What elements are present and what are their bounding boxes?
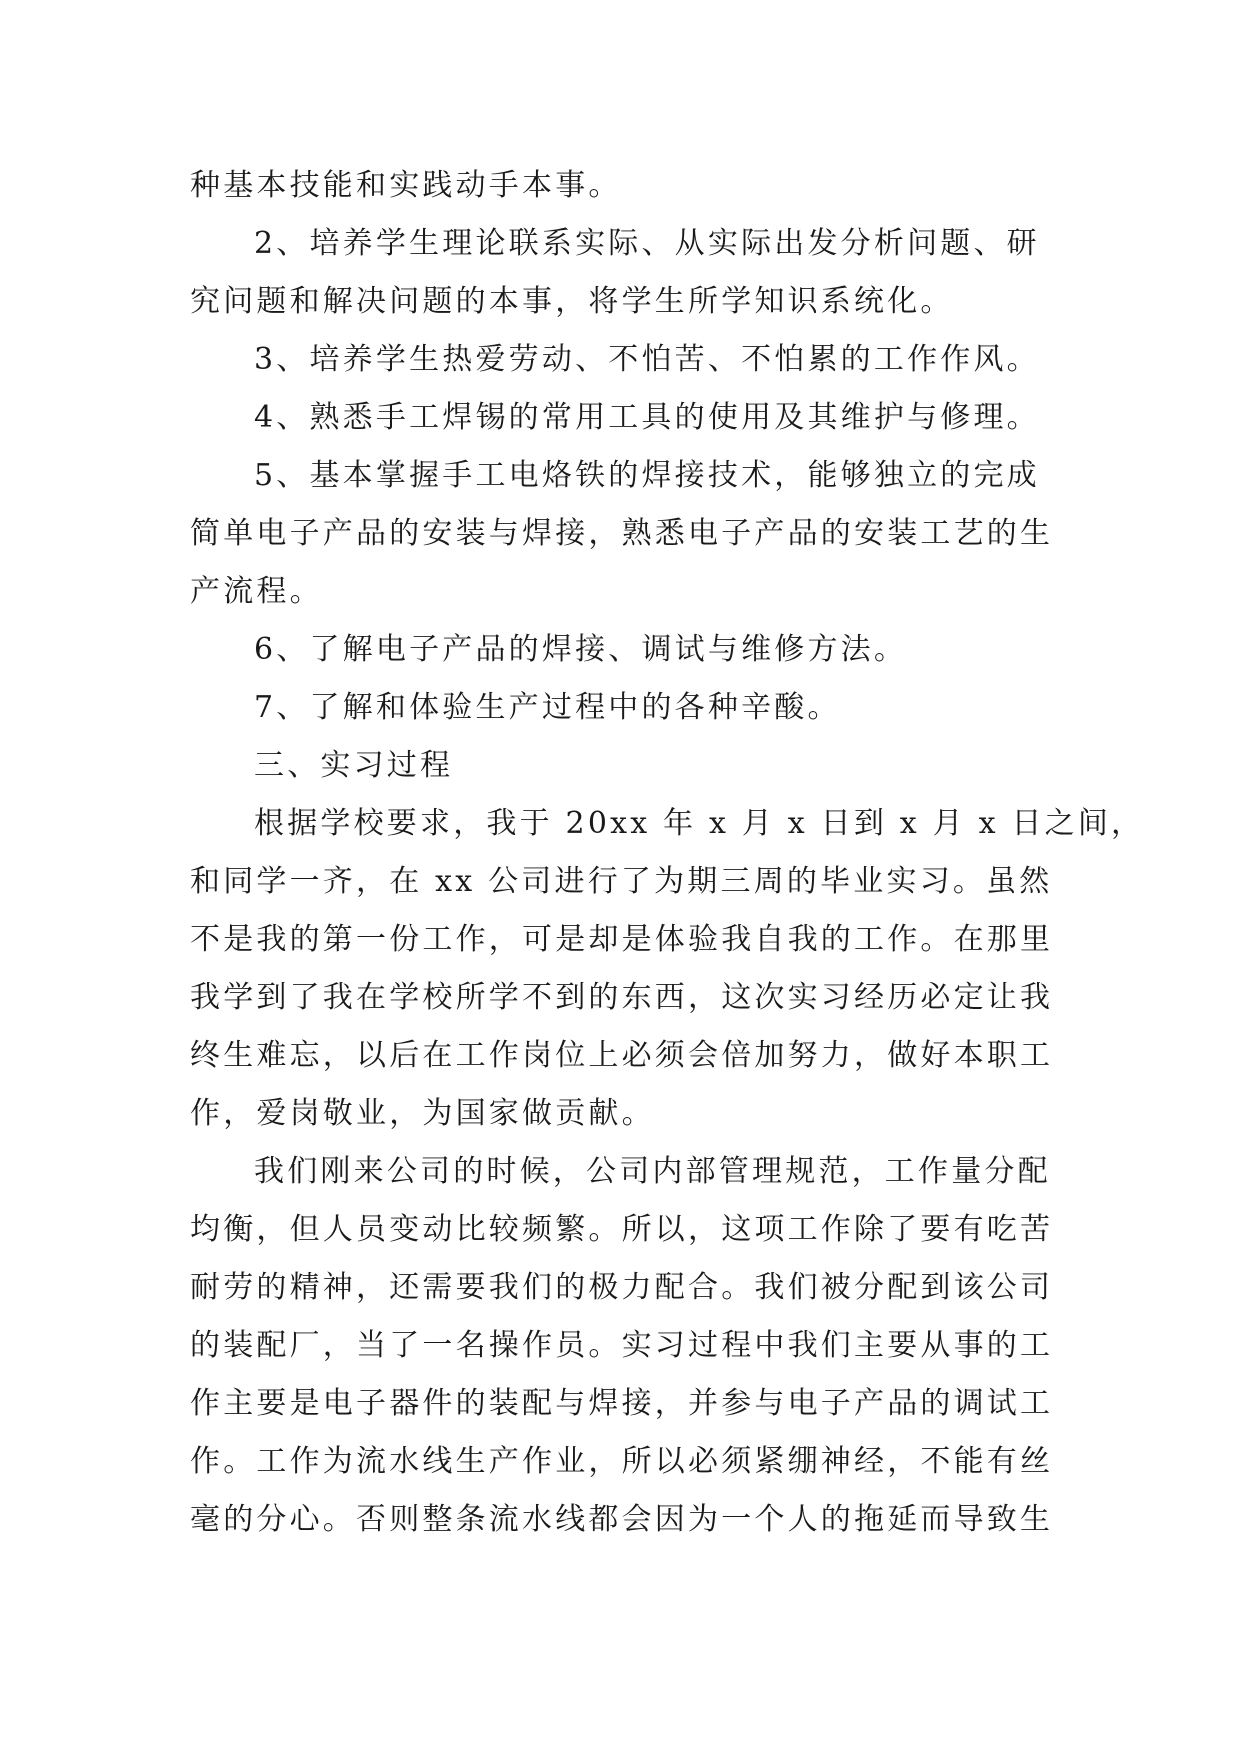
text-line: 2、培养学生理论联系实际、从实际出发分析问题、研 (254, 226, 1040, 261)
paragraph (190, 447, 1054, 621)
section-heading-text: 三、实习过程 (254, 748, 454, 783)
paragraph (190, 795, 1145, 1143)
text-line: 作。工作为流水线生产作业，所以必须紧绷神经，不能有丝 (190, 1444, 1054, 1479)
text-line: 作，爱岗敬业，为国家做贡献。 (190, 1096, 655, 1131)
text-line: 7、了解和体验生产过程中的各种辛酸。 (254, 690, 841, 725)
text-line: 我学到了我在学校所学不到的东西，这次实习经历必定让我 (190, 980, 1054, 1015)
paragraph (190, 331, 1050, 389)
paragraph (190, 215, 1050, 331)
text-line: 究问题和解决问题的本事，将学生所学知识系统化。 (190, 284, 954, 319)
paragraph (190, 1143, 1054, 1549)
text-line: 均衡，但人员变动比较频繁。所以，这项工作除了要有吃苦 (190, 1212, 1054, 1247)
text-line: 种基本技能和实践动手本事。 (190, 168, 622, 203)
text-line: 作主要是电子器件的装配与焊接，并参与电子产品的调试工 (190, 1386, 1054, 1421)
body-text (190, 157, 1145, 1549)
text-line: 的装配厂，当了一名操作员。实习过程中我们主要从事的工 (190, 1328, 1054, 1363)
text-line: 6、了解电子产品的焊接、调试与维修方法。 (254, 632, 908, 667)
section-heading (190, 737, 1050, 795)
text-line: 3、培养学生热爱劳动、不怕苦、不怕累的工作作风。 (254, 342, 1040, 377)
paragraph (190, 157, 1050, 215)
text-line: 我们刚来公司的时候，公司内部管理规范，工作量分配 (254, 1154, 1051, 1189)
text-line: 终生难忘，以后在工作岗位上必须会倍加努力，做好本职工 (190, 1038, 1054, 1073)
text-line: 根据学校要求，我于 20xx 年 x 月 x 日到 x 月 x 日之间， (254, 806, 1145, 841)
text-line: 耐劳的精神，还需要我们的极力配合。我们被分配到该公司 (190, 1270, 1054, 1305)
text-line: 毫的分心。否则整条流水线都会因为一个人的拖延而导致生 (190, 1502, 1054, 1537)
paragraph (190, 621, 1050, 679)
text-line: 4、熟悉手工焊锡的常用工具的使用及其维护与修理。 (254, 400, 1040, 435)
text-line: 5、基本掌握手工电烙铁的焊接技术，能够独立的完成 (254, 458, 1040, 493)
paragraph (190, 389, 1050, 447)
text-line: 简单电子产品的安装与焊接，熟悉电子产品的安装工艺的生 (190, 516, 1054, 551)
text-line: 和同学一齐，在 xx 公司进行了为期三周的毕业实习。虽然 (190, 864, 1053, 899)
paragraph (190, 679, 1050, 737)
text-line: 不是我的第一份工作，可是却是体验我自我的工作。在那里 (190, 922, 1054, 957)
text-line: 产流程。 (190, 574, 323, 609)
